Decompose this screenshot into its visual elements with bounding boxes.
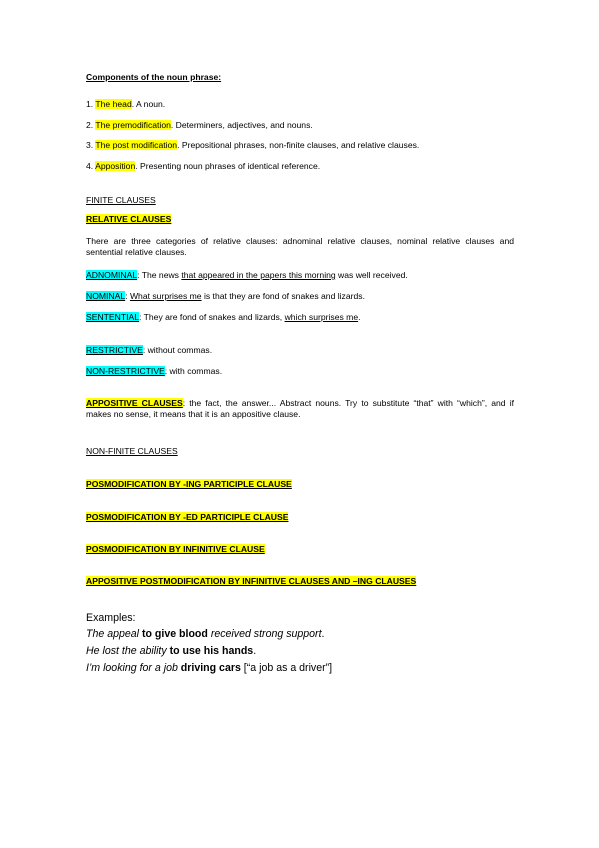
example-bold: to use his hands [166,645,254,657]
relative-clauses-heading: RELATIVE CLAUSES [86,214,172,224]
component-item-4 [86,161,320,172]
highlighted-term: The head [95,99,132,109]
item-text: . Presenting noun phrases of identical reference. [135,161,321,171]
component-item-1 [86,99,165,110]
definition-text: : without commas. [142,345,213,355]
relative-intro-paragraph: There are three categories of relative clauses: adnominal relative clauses, nominal relative clauses and sentential relative clauses. [86,236,514,257]
nominal-line [86,291,365,302]
finite-clauses-heading: FINITE CLAUSES [86,195,156,205]
example-line-1 [86,627,324,641]
clause-type-label: NON-RESTRICTIVE [86,366,165,376]
nonfinite-heading: POSMODIFICATION BY -ED PARTICIPLE CLAUSE [86,512,289,522]
example-italic: The appeal [86,628,140,640]
example-text: is that they are fond of snakes and lizards. [201,291,365,301]
example-text: . [321,628,325,640]
non-restrictive-line [86,366,222,377]
nonfinite-item-4 [86,576,416,587]
appositive-paragraph [86,398,514,420]
highlighted-term: The post modification [95,140,178,150]
non-finite-clauses-heading: NON-FINITE CLAUSES [86,446,178,456]
component-item-3 [86,140,419,151]
item-number: 2. [86,120,96,130]
item-text: . A noun. [131,99,166,109]
nonfinite-heading: POSMODIFICATION BY -ING PARTICIPLE CLAUSE [86,479,292,489]
nonfinite-item-1 [86,479,292,490]
example-text: was well received. [335,270,408,280]
highlighted-term: Apposition [95,161,136,171]
component-item-2 [86,120,313,131]
example-italic: received strong support [207,628,322,640]
section-title: Components of the noun phrase: [86,72,222,82]
clause-type-label: APPOSITIVE CLAUSES [86,398,183,408]
example-text: : They are fond of snakes and lizards, [139,312,285,322]
examples-heading: Examples: [86,612,136,624]
nonfinite-heading: APPOSITIVE POSTMODIFICATION BY INFINITIVE CLAUSES AND –ING CLAUSES [86,576,417,586]
underlined-clause: What surprises me [129,291,202,301]
relative-clauses-heading-row [86,214,171,225]
definition-text: : with commas. [164,366,223,376]
nonfinite-item-2 [86,512,288,523]
example-text: . [358,312,361,322]
example-text: : [125,291,130,301]
item-number: 1. [86,99,96,109]
underlined-clause: which surprises me [284,312,359,322]
restrictive-line [86,345,212,356]
example-text: . [253,645,257,657]
underlined-clause: that appeared in the papers this morning [181,270,336,280]
example-bold: to give blood [139,628,208,640]
clause-type-label: NOMINAL [86,291,126,301]
item-number: 4. [86,161,96,171]
sentential-line [86,312,361,323]
example-line-3 [86,661,332,675]
example-italic: He lost the ability [86,645,167,657]
highlighted-term: The premodification [95,120,171,130]
example-italic: I’m looking for a job [86,662,178,674]
adnominal-line [86,270,408,281]
clause-type-label: ADNOMINAL [86,270,138,280]
example-bold: driving cars [177,662,241,674]
item-number: 3. [86,140,96,150]
example-line-2 [86,644,256,658]
example-text: [“a job as a driver”] [240,662,333,674]
nonfinite-item-3 [86,544,265,555]
clause-type-label: RESTRICTIVE [86,345,143,355]
nonfinite-heading: POSMODIFICATION BY INFINITIVE CLAUSE [86,544,265,554]
clause-type-label: SENTENTIAL [86,312,140,322]
item-text: . Prepositional phrases, non-finite clauses, and relative clauses. [177,140,420,150]
definition-text: : the fact, the answer... Abstract nouns. Try to substitute “that” with “which”, and if makes no sense, it means that it is an appositive clause. [86,398,514,419]
item-text: . Determiners, adjectives, and nouns. [170,120,313,130]
example-text: : The news [137,270,182,280]
